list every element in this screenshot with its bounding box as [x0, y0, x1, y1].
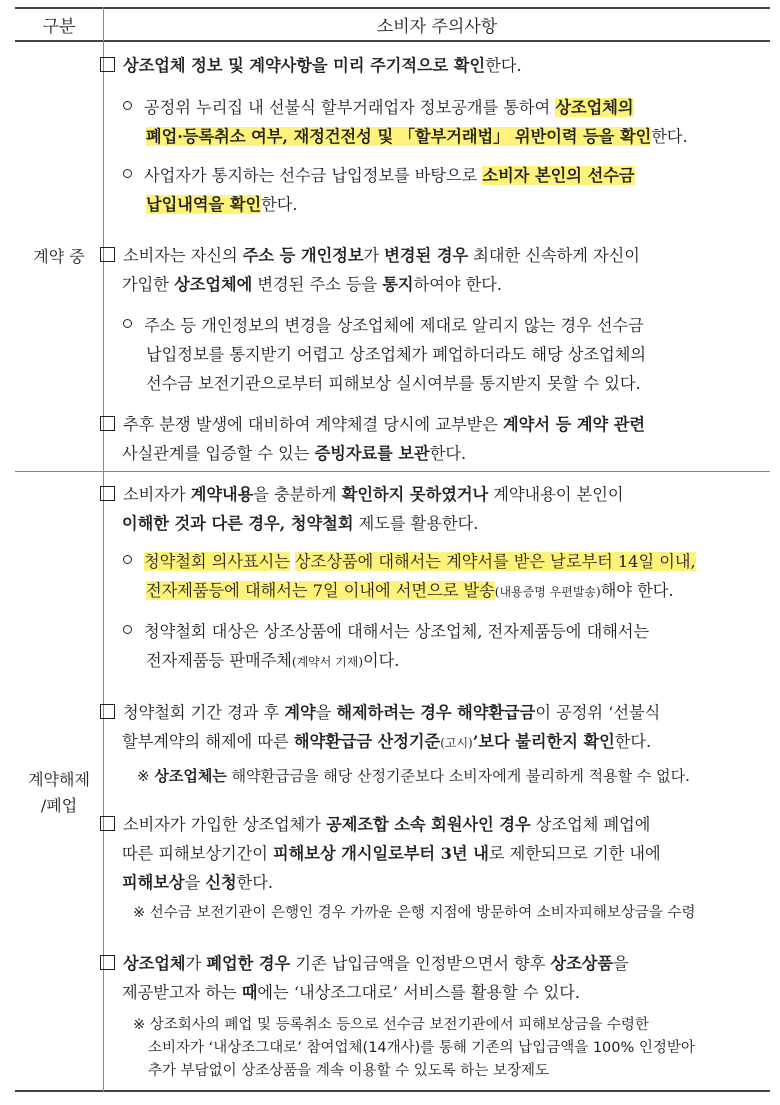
list-item: 청약철회 대상은 상조상품에 대해서는 상조업체, 전자제품등에 대해서는 전자제품등 판매주체(계약서 기재)이다. — [123, 617, 649, 677]
list-item: 소비자가 계약내용을 충분하게 확인하지 못하였거나 계약내용이 본인이 이해한 것과 다른 경우, 청약철회 제도를 활용한다. — [100, 480, 624, 538]
section-label-line2: /폐업 — [40, 796, 78, 815]
list-item: 상조업체 정보 및 계약사항을 미리 주기적으로 확인한다. — [100, 51, 522, 80]
note: ※ 상조회사의 폐업 및 등록취소 등으로 선수금 보전기관에서 피해보상금을 수령한 소비자가 ‘내상조그대로’ 참여업체(14개사)를 통해 기존의 납입금액을 100% 인정받아 추가 부담없이 상조상품을 계속 이용할 수 있도록 하는 보장제도 — [133, 1017, 695, 1079]
circle-bullet-icon — [123, 319, 132, 328]
table-bottom-border — [15, 1090, 770, 1092]
checkbox-square-icon — [100, 486, 115, 501]
circle-bullet-icon — [123, 169, 132, 178]
checkbox-square-icon — [100, 247, 115, 262]
section-label-during-contract: 계약 중 — [33, 247, 85, 266]
checkbox-square-icon — [100, 816, 115, 831]
circle-bullet-icon — [123, 555, 132, 564]
section-label-termination — [15, 767, 103, 819]
list-item: 청약철회 기간 경과 후 계약을 해제하려는 경우 해약환급금이 공정위 ‘선불식 할부계약의 해제에 따른 해약환급금 산정기준(고시)’보다 불리한지 확인한다. — [100, 698, 660, 758]
checkbox-square-icon — [100, 57, 115, 72]
checkbox-square-icon — [100, 955, 115, 970]
header-divider — [15, 40, 770, 42]
list-item: 공정위 누리집 내 선불식 할부거래업자 정보공개를 통하여 상조업체의 폐업·등록취소 여부, 재정건전성 및 「할부거래법」 위반이력 등을 확인한다. — [123, 93, 688, 151]
section-label-line1: 계약해제 — [28, 770, 90, 789]
section-divider — [15, 471, 770, 472]
list-item: 사업자가 통지하는 선수금 납입정보를 바탕으로 소비자 본인의 선수금 납입내역을 확인한다. — [123, 161, 635, 219]
note: ※ 선수금 보전기관이 은행인 경우 가까운 은행 지점에 방문하여 소비자피해보상금을 수령 — [133, 905, 696, 921]
header-consumer-notice: 소비자 주의사항 — [376, 16, 498, 37]
list-item: 소비자가 가입한 상조업체가 공제조합 소속 회원사인 경우 상조업체 폐업에 따른 피해보상기간이 피해보상 개시일로부터 3년 내로 제한되므로 기한 내에 피해보상을 신청한다. — [100, 810, 661, 897]
list-item: 상조업체가 폐업한 경우 기존 납입금액을 인정받으면서 향후 상조상품을 제공받고자 하는 때에는 ‘내상조그대로’ 서비스를 활용할 수 있다. — [100, 949, 629, 1007]
column-divider — [103, 7, 104, 1092]
circle-bullet-icon — [123, 101, 132, 110]
circle-bullet-icon — [123, 625, 132, 634]
list-item: 추후 분쟁 발생에 대비하여 계약체결 당시에 교부받은 계약서 등 계약 관련 사실관계를 입증할 수 있는 증빙자료를 보관한다. — [100, 410, 645, 468]
header-category: 구분 — [42, 16, 76, 37]
checkbox-square-icon — [100, 704, 115, 719]
note: ※ 상조업체는 해약환급금을 해당 산정기준보다 소비자에게 불리하게 적용할 수 없다. — [137, 767, 690, 785]
list-item: 주소 등 개인정보의 변경을 상조업체에 제대로 알리지 않는 경우 선수금 납입정보를 통지받기 어렵고 상조업체가 폐업하더라도 해당 상조업체의 선수금 보전기관으로부터 피해보상 실시여부를 통지받지 못할 수 있다. — [123, 311, 646, 398]
list-item: 소비자는 자신의 주소 등 개인정보가 변경된 경우 최대한 신속하게 자신이 가입한 상조업체에 변경된 주소 등을 통지하여야 한다. — [100, 241, 640, 299]
checkbox-square-icon — [100, 416, 115, 431]
list-item: 청약철회 의사표시는 상조상품에 대해서는 계약서를 받은 날로부터 14일 이내, 전자제품등에 대해서는 7일 이내에 서면으로 발송(내용증명 우편발송)해야 한다. — [123, 547, 696, 607]
